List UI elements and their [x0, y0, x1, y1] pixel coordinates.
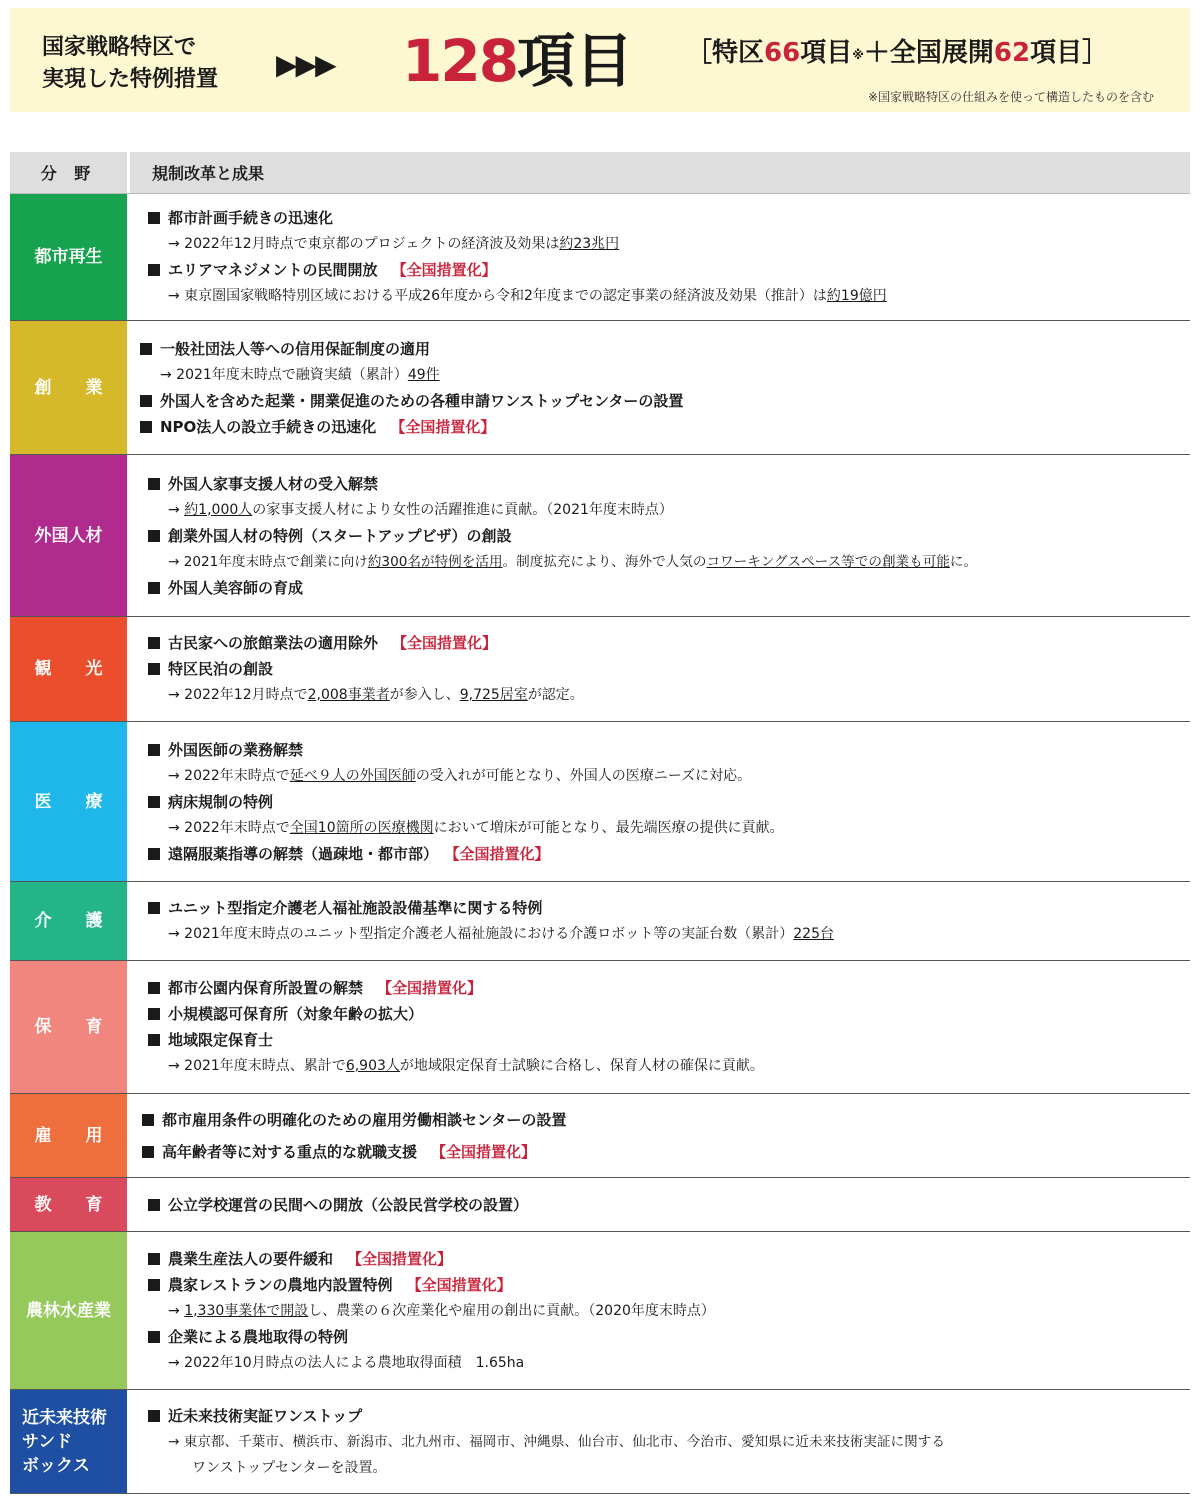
- result-note: [148, 921, 1176, 947]
- note-text: 。制度拡充により、海外で人気の: [502, 553, 707, 570]
- reform-item-text: 古民家への旅館業法の適用除外: [168, 634, 379, 652]
- bullet-square-icon: [148, 582, 160, 594]
- reform-item-text: 外国人家事支援人材の受入解禁: [168, 474, 379, 493]
- asterisk-mark: ※: [852, 48, 864, 62]
- bullet-square-icon: [148, 637, 160, 649]
- content-cell: [130, 194, 1190, 320]
- banner-caption-line1: 国家戦略特区で: [42, 35, 197, 60]
- table-row: [10, 961, 1190, 1094]
- bullet-square-icon: [148, 848, 160, 860]
- reform-item-text: 企業による農地取得の特例: [168, 1327, 349, 1346]
- note-text: →: [168, 501, 185, 518]
- nationwide-tag: 【全国措置化】: [377, 979, 483, 997]
- total-count-unit: 項目: [517, 27, 634, 95]
- note-highlight: 49件: [407, 366, 440, 383]
- reform-item-text: 特区民泊の創設: [168, 660, 274, 678]
- note-text: → 2022年末時点で: [168, 819, 290, 836]
- content-cell: [130, 1178, 1190, 1231]
- note-highlight: 1,330事業体で開設: [184, 1302, 309, 1319]
- content-cell: [130, 1094, 1190, 1177]
- category-cell: 教 育: [10, 1178, 130, 1231]
- note-text: → 2022年10月時点の法人による農地取得面積 1.65ha: [168, 1354, 525, 1371]
- table-row: [10, 882, 1190, 961]
- nationwide-tag: 【全国措置化】: [406, 1275, 512, 1294]
- content-cell: [130, 455, 1190, 616]
- header-description: 規制改革と成果: [152, 164, 265, 183]
- content-cell: [130, 321, 1190, 454]
- bullet-square-icon: [148, 1199, 160, 1211]
- content-cell: [130, 617, 1190, 721]
- nationwide-tag: 【全国措置化】: [390, 417, 496, 436]
- banner-caption: [42, 32, 218, 96]
- reform-item: [148, 1001, 1176, 1027]
- bullet-square-icon: [148, 796, 160, 808]
- total-count-number: 128: [402, 27, 518, 95]
- national-count: 62: [993, 38, 1031, 68]
- note-highlight: 225台: [793, 926, 834, 942]
- reform-item: [148, 257, 1176, 283]
- total-count: [402, 26, 633, 96]
- reform-item-text: 外国人を含めた起業・開業促進のための各種申請ワンストップセンターの設置: [160, 391, 684, 410]
- reform-item-text: 外国医師の業務解禁: [168, 740, 304, 759]
- result-note: [148, 1429, 1176, 1455]
- result-note: [140, 362, 1176, 388]
- note-highlight: 9,725居室: [459, 687, 528, 703]
- reform-item-text: 創業外国人材の特例（スタートアップビザ）の創設: [168, 526, 512, 545]
- note-text: において増床が可能となり、最先端医療の提供に貢献。: [433, 819, 784, 836]
- banner-caption-line2: 実現した特例措置: [42, 67, 219, 92]
- table-row: [10, 722, 1190, 882]
- note-text: の家事支援人材により女性の活躍推進に貢献。（2021年度末時点）: [252, 501, 673, 518]
- result-note: [148, 497, 1176, 523]
- bullet-square-icon: [140, 395, 152, 407]
- note-text: し、農業の６次産業化や雇用の創出に貢献。（2020年度末時点）: [308, 1302, 715, 1319]
- reform-item: [148, 975, 1176, 1001]
- count-breakdown: [686, 36, 1108, 70]
- reform-item: [148, 1027, 1176, 1053]
- table-row: [10, 321, 1190, 455]
- bullet-square-icon: [148, 1410, 160, 1422]
- reform-table: [10, 152, 1190, 1494]
- header-field: 分 野: [10, 152, 130, 193]
- reform-item: [140, 414, 1176, 440]
- reform-item-text: 高年齢者等に対する重点的な就職支援: [162, 1142, 418, 1161]
- bullet-square-icon: [148, 212, 160, 224]
- result-note: [148, 815, 1176, 841]
- reform-item: [148, 630, 1176, 656]
- category-line: ボックス: [22, 1455, 90, 1476]
- result-note: [148, 1455, 1176, 1481]
- bullet-square-icon: [148, 1034, 160, 1046]
- reform-item: [142, 1136, 1176, 1168]
- reform-item-text: 都市計画手続きの迅速化: [168, 209, 334, 227]
- reform-item: [140, 388, 1176, 414]
- note-text: が参入し、: [389, 687, 460, 703]
- bullet-square-icon: [148, 902, 160, 914]
- category-cell: 医 療: [10, 722, 130, 881]
- bullet-square-icon: [148, 744, 160, 756]
- category-line: サンド: [22, 1431, 73, 1452]
- result-note: [148, 682, 1176, 708]
- note-highlight: 約1,000人: [184, 501, 253, 518]
- breakdown-tokku-label: ［特区: [686, 38, 765, 68]
- nationwide-tag: 【全国措置化】: [392, 634, 498, 652]
- reform-item: [148, 1403, 1176, 1429]
- reform-item: [148, 789, 1176, 815]
- national-unit: 項目］: [1030, 38, 1109, 68]
- note-text: → 2022年12月時点で東京都のプロジェクトの経済波及効果は: [168, 236, 560, 252]
- bullet-square-icon: [148, 1331, 160, 1343]
- summary-banner: [10, 8, 1190, 112]
- reform-item-text: 都市雇用条件の明確化のための雇用労働相談センターの設置: [162, 1110, 567, 1129]
- reform-item-text: 地域限定保育士: [168, 1031, 274, 1049]
- reform-item-text: 遠隔服薬指導の解禁（過疎地・都市部）: [168, 844, 439, 863]
- bullet-square-icon: [148, 1253, 160, 1265]
- note-highlight: 延べ９人の外国医師: [289, 767, 416, 784]
- category-cell: 創 業: [10, 321, 130, 454]
- note-text: の受入れが可能となり、外国人の医療ニーズに対応。: [415, 767, 752, 784]
- reform-item: [142, 1104, 1176, 1136]
- bullet-square-icon: [148, 1008, 160, 1020]
- note-highlight: 全国10箇所の医療機関: [289, 819, 434, 836]
- bullet-square-icon: [148, 982, 160, 994]
- nationwide-tag: 【全国措置化】: [452, 844, 550, 863]
- note-highlight: 6,903人: [345, 1058, 400, 1074]
- reform-item: [148, 1192, 1176, 1218]
- reform-item: [148, 841, 1176, 867]
- bullet-square-icon: [148, 530, 160, 542]
- nationwide-tag: 【全国措置化】: [347, 1249, 453, 1268]
- bullet-square-icon: [148, 264, 160, 276]
- triple-arrow-icon: ▶▶▶: [276, 48, 335, 81]
- bullet-square-icon: [148, 663, 160, 675]
- reform-item-text: NPO法人の設立手続きの迅速化: [160, 417, 377, 436]
- note-text: が認定。: [527, 687, 584, 703]
- note-text: → 東京圏国家戦略特別区域における平成26年度から令和2年度までの認定事業の経済波及効果（推計）は: [168, 288, 827, 304]
- bullet-square-icon: [142, 1146, 154, 1158]
- note-text: ワンストップセンターを設置。: [192, 1459, 387, 1476]
- reform-item-text: 近未来技術実証ワンストップ: [168, 1406, 363, 1425]
- bullet-square-icon: [148, 478, 160, 490]
- bullet-square-icon: [140, 343, 152, 355]
- table-row: [10, 455, 1190, 617]
- note-highlight: 約19億円: [826, 288, 887, 304]
- reform-item-text: 農業生産法人の要件緩和: [168, 1249, 334, 1268]
- reform-item: [148, 737, 1176, 763]
- tokku-unit: 項目: [800, 38, 853, 68]
- result-note: [148, 231, 1176, 257]
- category-cell: 雇 用: [10, 1094, 130, 1177]
- note-text: → 2021年度末時点で創業に向け: [168, 553, 368, 570]
- note-text: に。: [949, 553, 978, 570]
- note-text: → 2021年度末時点のユニット型指定介護老人福祉施設における介護ロボット等の実証台数（累計）: [168, 926, 794, 942]
- note-highlight: 約23兆円: [559, 236, 620, 252]
- note-highlight: 約300名が特例を活用: [367, 553, 503, 570]
- reform-item-text: 一般社団法人等への信用保証制度の適用: [160, 339, 431, 358]
- reform-item: [148, 1246, 1176, 1272]
- note-text: →: [168, 1302, 185, 1319]
- bullet-square-icon: [140, 421, 152, 433]
- note-text: → 2022年末時点で: [168, 767, 290, 784]
- table-row: [10, 1094, 1190, 1178]
- category-cell: 観 光: [10, 617, 130, 721]
- category-cell: 農林水産業: [10, 1232, 130, 1389]
- bullet-square-icon: [142, 1114, 154, 1126]
- reform-item-text: 農家レストランの農地内設置特例: [168, 1275, 393, 1294]
- reform-item: [148, 656, 1176, 682]
- banner-footnote: ※国家戦略特区の仕組みを使って構造したものを含む: [867, 90, 1154, 104]
- note-text: → 2021年度末時点で融資実績（累計）: [160, 366, 408, 383]
- note-text: → 2021年度末時点、累計で: [168, 1058, 346, 1074]
- table-row: [10, 1390, 1190, 1494]
- reform-item-text: 外国人美容師の育成: [168, 578, 304, 597]
- content-cell: [130, 722, 1190, 881]
- table-row: [10, 1178, 1190, 1232]
- note-text: → 2022年12月時点で: [168, 687, 308, 703]
- note-highlight: コワーキングスペース等での創業も可能: [706, 553, 950, 570]
- reform-item-text: ユニット型指定介護老人福祉施設設備基準に関する特例: [168, 899, 543, 917]
- tokku-count: 66: [764, 38, 801, 68]
- nationwide-tag: 【全国措置化】: [431, 1142, 537, 1161]
- category-line: 近未来技術: [22, 1407, 107, 1428]
- category-cell: 保 育: [10, 961, 130, 1093]
- breakdown-national-label: ＋全国展開: [863, 38, 994, 68]
- reform-item-text: 小規模認可保育所（対象年齢の拡大）: [168, 1005, 424, 1023]
- content-cell: [130, 1232, 1190, 1389]
- table-row: [10, 194, 1190, 321]
- table-row: [10, 1232, 1190, 1390]
- nationwide-tag: 【全国措置化】: [391, 261, 497, 279]
- reform-item-text: 都市公園内保育所設置の解禁: [168, 979, 364, 997]
- category-cell: [10, 1390, 130, 1493]
- content-cell: [130, 961, 1190, 1093]
- reform-item: [148, 895, 1176, 921]
- category-cell: 介 護: [10, 882, 130, 960]
- result-note: [148, 1053, 1176, 1079]
- note-text: が地域限定保育士試験に合格し、保育人材の確保に貢献。: [399, 1058, 764, 1074]
- result-note: [148, 763, 1176, 789]
- reform-item: [148, 575, 1176, 601]
- bullet-square-icon: [148, 1279, 160, 1291]
- reform-item: [148, 205, 1176, 231]
- category-cell: 都市再生: [10, 194, 130, 320]
- reform-item-text: 病床規制の特例: [168, 792, 274, 811]
- content-cell: [130, 882, 1190, 960]
- reform-item-text: エリアマネジメントの民間開放: [168, 261, 378, 279]
- result-note: [148, 549, 1176, 575]
- result-note: [148, 1350, 1176, 1376]
- result-note: [148, 283, 1176, 309]
- category-cell: 外国人材: [10, 455, 130, 616]
- reform-item-text: 公立学校運営の民間への開放（公設民営学校の設置）: [168, 1195, 529, 1214]
- reform-item: [148, 1324, 1176, 1350]
- result-note: [148, 1298, 1176, 1324]
- reform-item: [148, 523, 1176, 549]
- reform-item: [140, 336, 1176, 362]
- reform-item: [148, 471, 1176, 497]
- note-text: → 東京都、千葉市、横浜市、新潟市、北九州市、福岡市、沖縄県、仙台市、仙北市、今治市、愛知県に近未来技術実証に関する: [168, 1433, 945, 1450]
- table-row: [10, 617, 1190, 722]
- table-header: [10, 152, 1190, 194]
- note-highlight: 2,008事業者: [307, 687, 390, 703]
- content-cell: [130, 1390, 1190, 1493]
- reform-item: [148, 1272, 1176, 1298]
